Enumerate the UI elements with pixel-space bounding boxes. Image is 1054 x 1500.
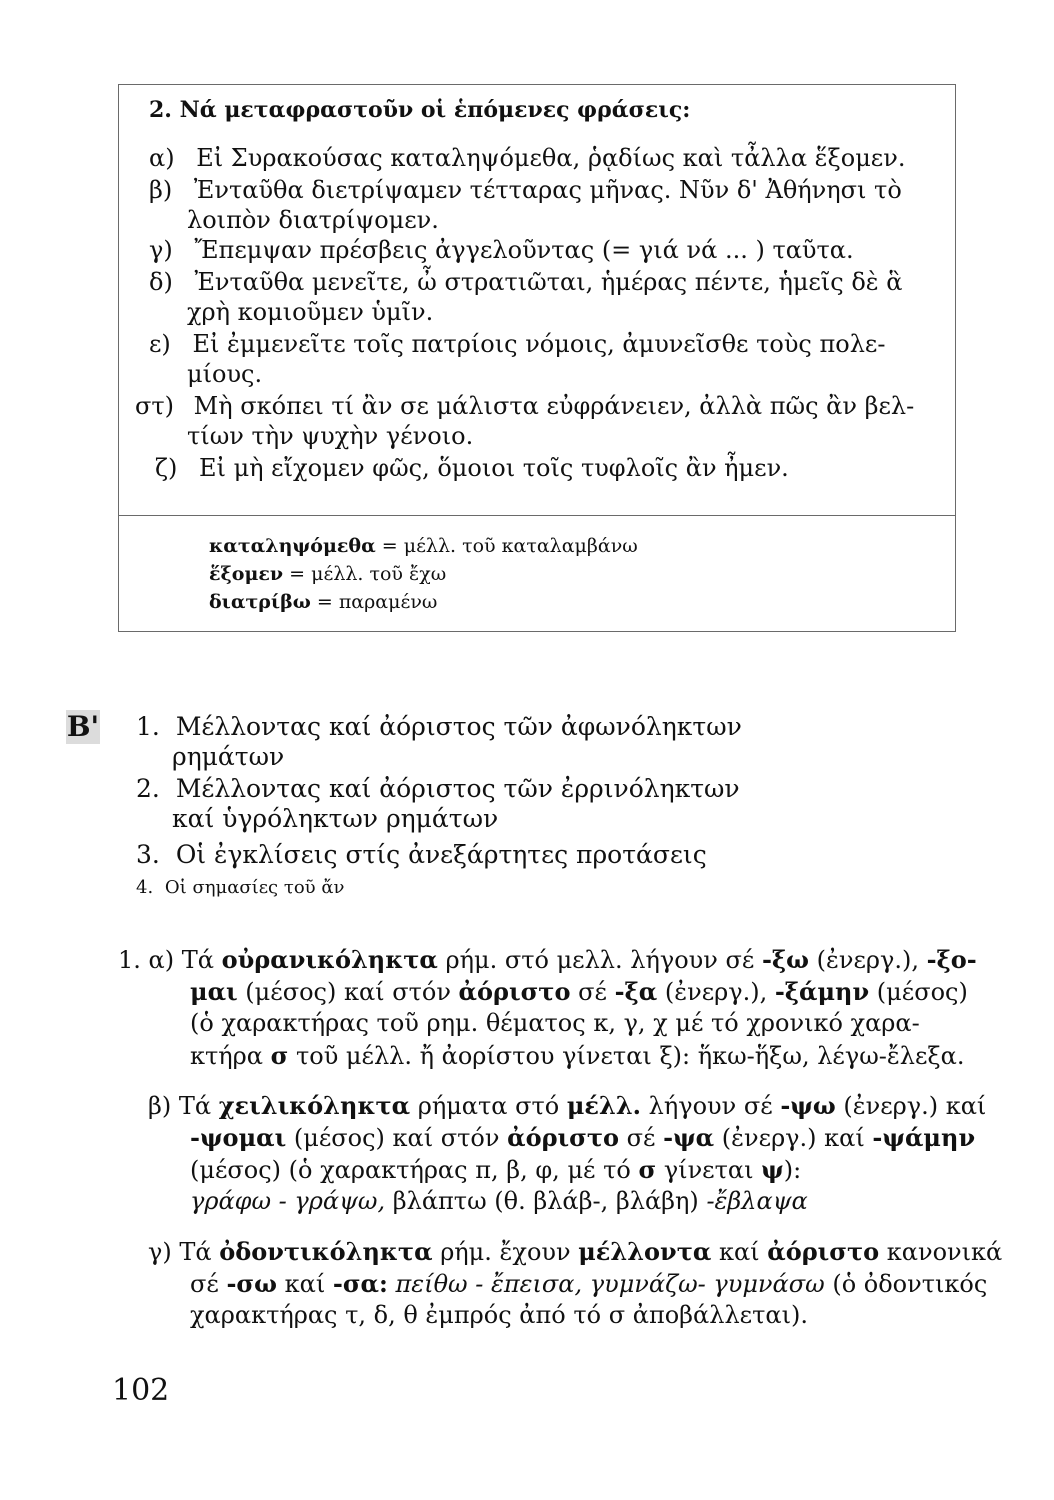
topic-item-cont: ρημάτων — [172, 742, 285, 771]
exercise-item-st: στ) Μὴ σκόπει τί ἂν σε μάλιστα εὐφράνειεν, ἀλλὰ πῶς ἂν βελ- — [135, 392, 915, 420]
rule-b-line-1: β) Τά χειλικόληκτα ρήματα στό μέλλ. λήγουν σέ -ψω (ἐνεργ.) καί — [148, 1091, 987, 1120]
exercise-box — [118, 84, 956, 632]
glossary-entry: καταληψόμεθα = μέλλ. τοῦ καταλαμβάνω — [209, 535, 638, 557]
exercise-item-z: ζ) Εἰ μὴ εἴχομεν φῶς, ὅμοιοι τοῖς τυφλοῖς ἂν ἦμεν. — [155, 454, 789, 482]
exercise-item-a: α) Εἰ Συρακούσας καταληψόμεθα, ῥᾳδίως καὶ τἆλλα ἕξομεν. — [149, 144, 906, 172]
topic-item: 3. Οἱ ἐγκλίσεις στίς ἀνεξάρτητες προτάσεις — [136, 840, 707, 869]
rule-c-line-2: σέ -σω καί -σα: πείθω - ἔπεισα, γυμνάζω- γυμνάσω (ὁ ὀδοντικός — [190, 1269, 988, 1298]
rule-b-line-4: γράφω - γράψω, βλάπτω (θ. βλάβ-, βλάβη) -ἔβλαψα — [190, 1187, 808, 1215]
topic-item: 1. Μέλλοντας καί ἀόριστος τῶν ἀφωνόληκτων — [136, 712, 742, 741]
rule-a-line-3: (ὁ χαρακτήρας τοῦ ρημ. θέματος κ, γ, χ μέ τό χρονικό χαρα- — [190, 1009, 920, 1037]
exercise-item-d: δ) Ἐνταῦθα μενεῖτε, ὦ στρατιῶται, ἡμέρας πέντε, ἡμεῖς δὲ ἃ — [149, 268, 903, 296]
rule-c-line-3: χαρακτήρας τ, δ, θ ἐμπρός ἀπό τό σ ἀποβάλλεται). — [190, 1301, 808, 1329]
exercise-item-d-cont: χρὴ κομιοῦμεν ὑμῖν. — [187, 298, 434, 326]
rule-a-line-4: κτήρα σ τοῦ μέλλ. ἤ ἀορίστου γίνεται ξ): ἥκω-ἥξω, λέγω-ἔλεξα. — [190, 1041, 965, 1070]
rule-c-line-1: γ) Τά ὀδοντικόληκτα ρήμ. ἔχουν μέλλοντα καί ἀόριστο κανονικά — [148, 1237, 1003, 1266]
box-divider — [119, 515, 955, 516]
exercise-item-c: γ) Ἔπεμψαν πρέσβεις ἀγγελοῦντας (= γιά νά ... ) ταῦτα. — [149, 236, 854, 264]
exercise-item-e-cont: μίους. — [187, 360, 263, 388]
glossary-entry: διατρίβω = παραμένω — [209, 591, 438, 613]
exercise-item-b-cont: λοιπὸν διατρίψομεν. — [187, 206, 439, 234]
rule-b-line-3: (μέσος) (ὁ χαρακτήρας π, β, φ, μέ τό σ γίνεται ψ): — [190, 1155, 802, 1184]
exercise-title: 2. Νά μεταφραστοῦν οἱ ἑπόμενες φράσεις: — [149, 97, 691, 123]
glossary-entry: ἕξομεν = μέλλ. τοῦ ἔχω — [209, 563, 447, 585]
topic-item: 4. Οἱ σημασίες τοῦ ἄν — [136, 877, 345, 898]
rule-b-line-2: -ψομαι (μέσος) καί στόν ἀόριστο σέ -ψα (ἐνεργ.) καί -ψάμην — [190, 1123, 976, 1152]
topic-item-cont: καί ὑγρόληκτων ρημάτων — [172, 804, 499, 833]
topic-item: 2. Μέλλοντας καί ἀόριστος τῶν ἐρρινόληκτων — [136, 774, 740, 803]
exercise-item-b: β) Ἐνταῦθα διετρίψαμεν τέτταρας μῆνας. Νῦν δ' Ἀθήνησι τὸ — [149, 176, 902, 204]
exercise-item-st-cont: τίων τὴν ψυχὴν γένοιο. — [187, 422, 474, 450]
rule-a-line-1: 1. α) Τά οὐρανικόληκτα ρήμ. στό μελλ. λήγουν σέ -ξω (ἐνεργ.), -ξο- — [118, 945, 977, 974]
page-number: 102 — [112, 1373, 170, 1408]
rule-a-line-2: μαι (μέσος) καί στόν ἀόριστο σέ -ξα (ἐνεργ.), -ξάμην (μέσος) — [190, 977, 968, 1006]
exercise-item-e: ε) Εἰ ἐμμενεῖτε τοῖς πατρίοις νόμοις, ἀμυνεῖσθε τοὺς πολε- — [149, 330, 886, 358]
section-b-marker: Β' — [66, 710, 100, 743]
